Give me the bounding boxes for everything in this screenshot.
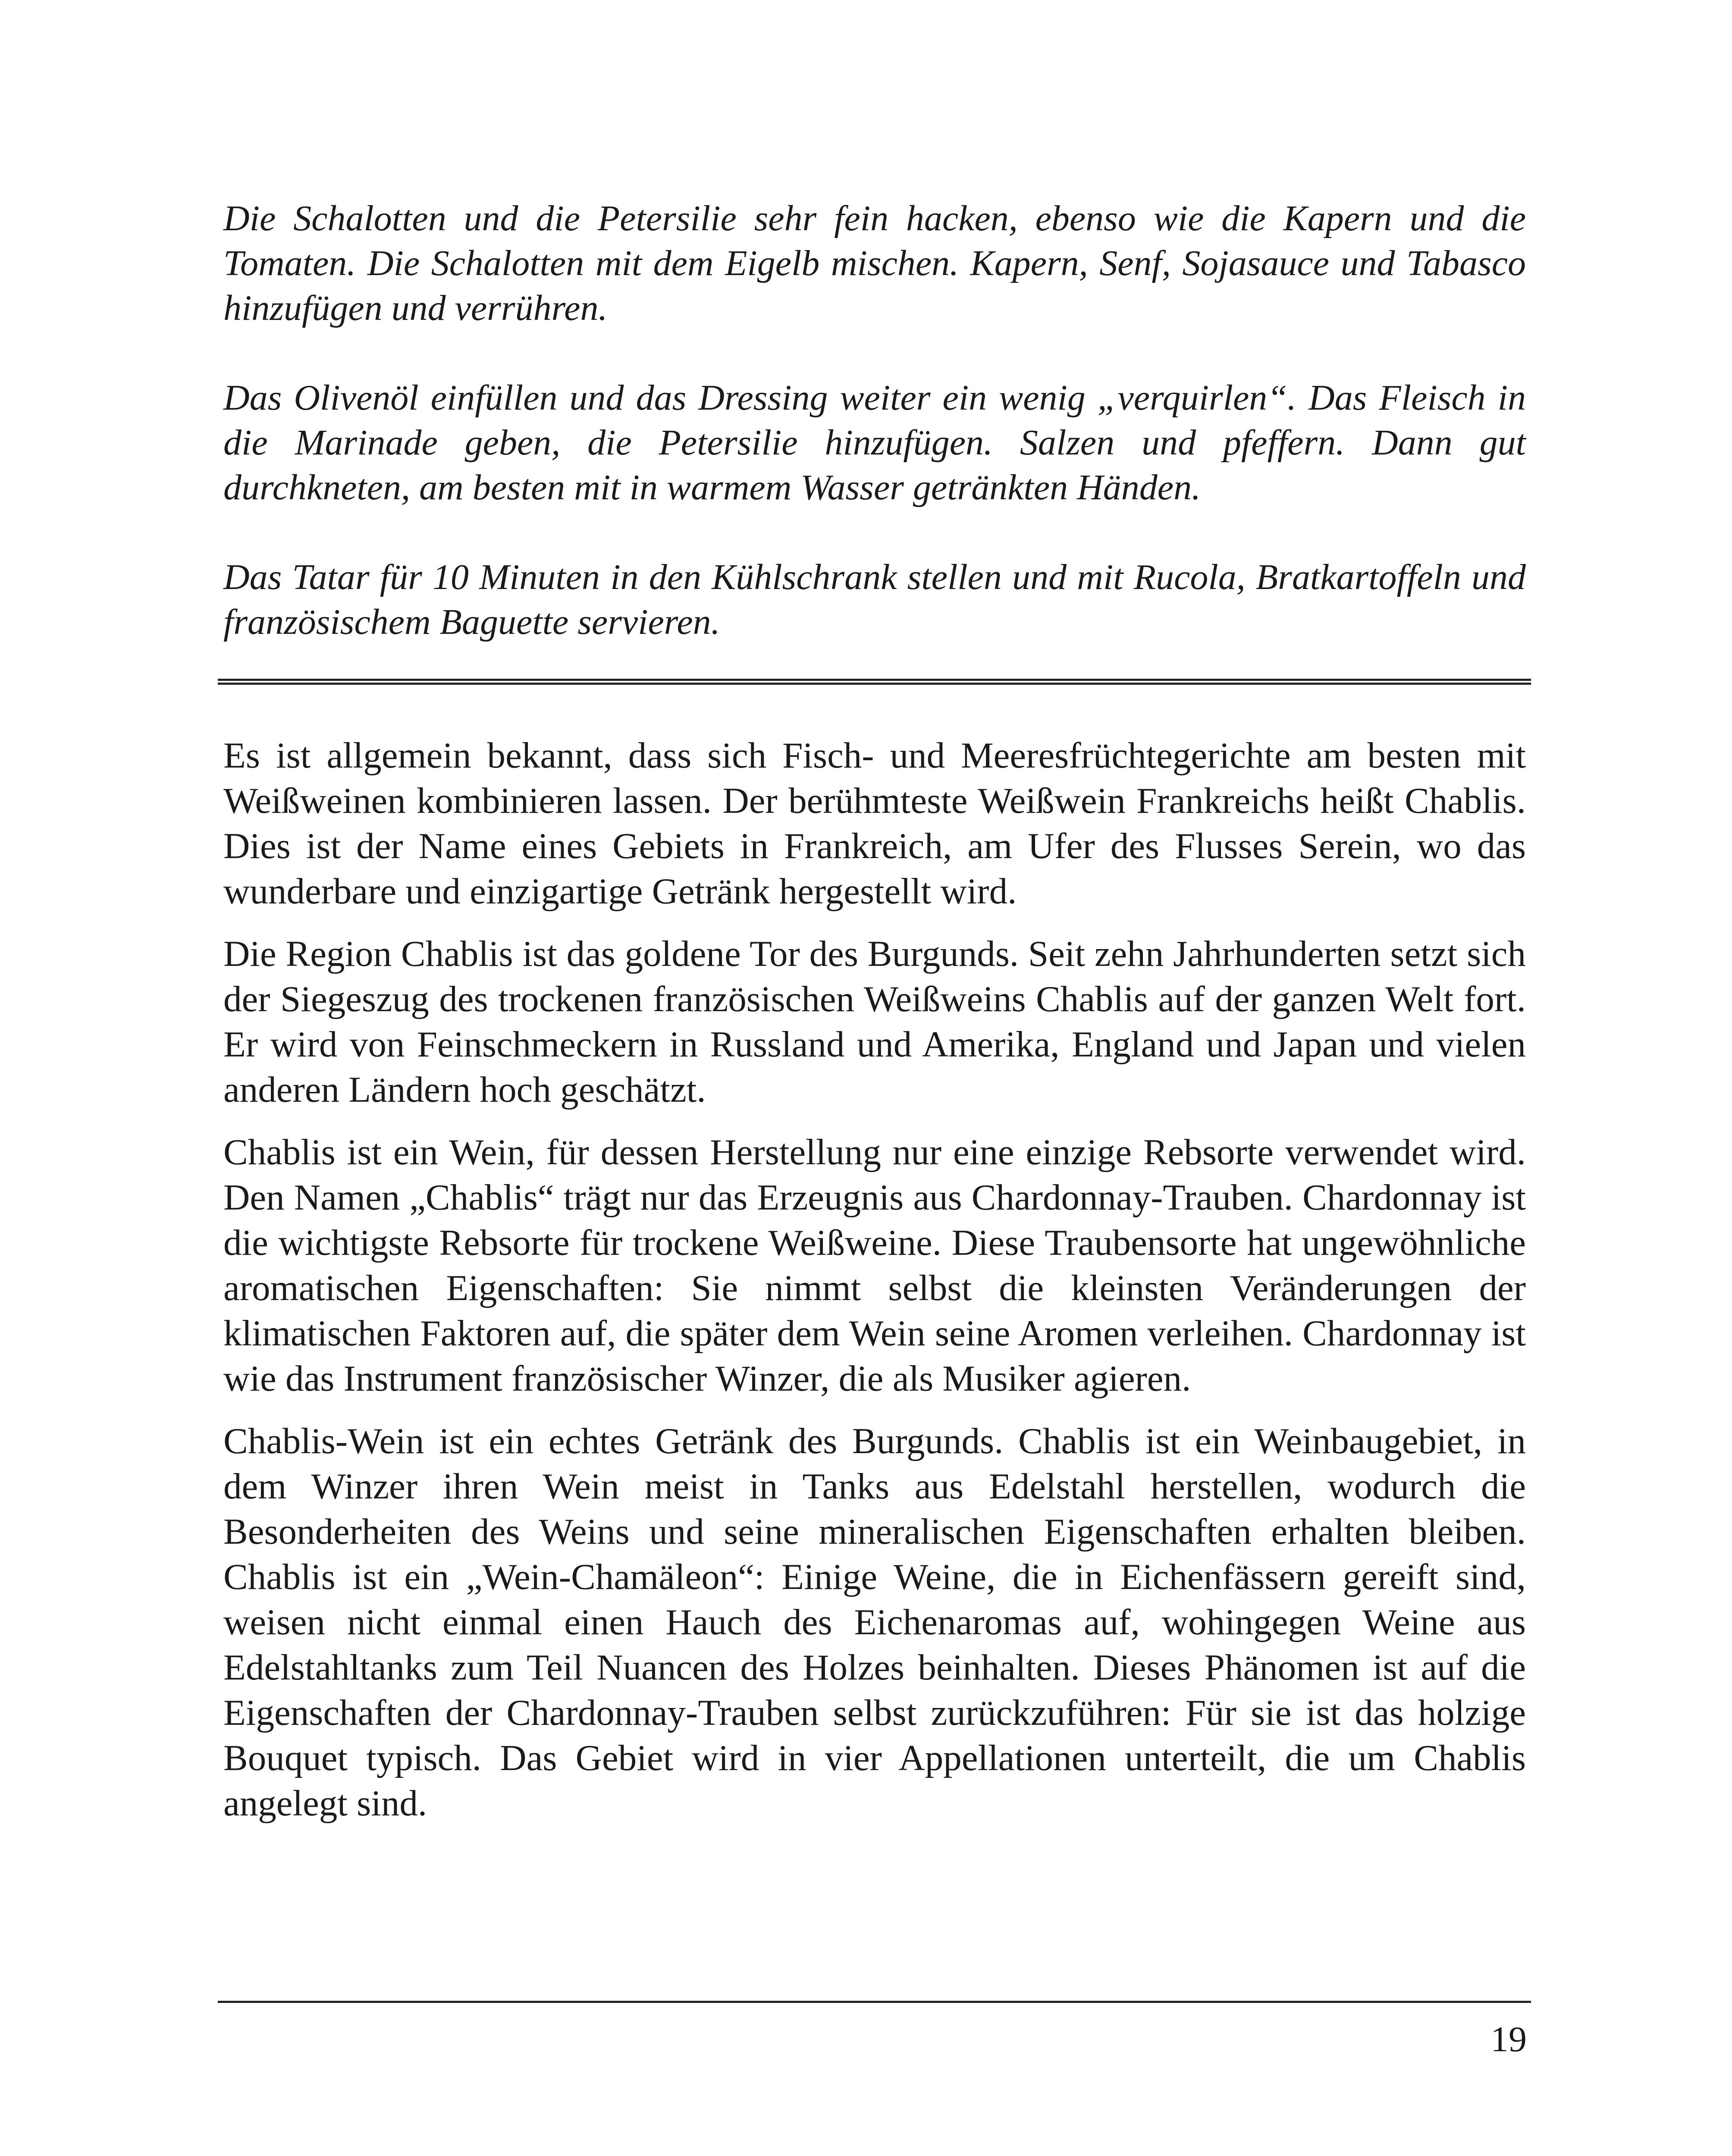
recipe-paragraph: Das Olivenöl einfüllen und das Dressing weiter ein wenig „verquirlen“. Das Fleisch in die Marinade geben, die Petersilie hinzufügen. Salzen und pfeffern. Dann gut durchkneten, am besten mit in warmem Wasser getränkten Händen. [223,378,1526,508]
section-divider [218,679,1531,685]
recipe-paragraph: Das Tatar für 10 Minuten in den Kühlschrank stellen und mit Rucola, Bratkartoffeln und französischem Baguette servieren. [223,557,1526,642]
article-paragraph: Die Region Chablis ist das goldene Tor des Burgunds. Seit zehn Jahrhunderten setzt sich der Siegeszug des trockenen französischen Weißweins Chablis auf der ganzen Welt fort. Er wird von Feinschmeckern in Russland und Amerika, England und Japan und vielen anderen Ländern hoch geschätzt. [223,934,1526,1110]
article-paragraph: Chablis ist ein Wein, für dessen Herstellung nur eine einzige Rebsorte verwendet wird. Den Namen „Chablis“ trägt nur das Erzeugnis aus Chardonnay-Trauben. Chardonnay ist die wichtigste Rebsorte für trockene Weißweine. Diese Traubensorte hat ungewöhnliche aromatischen Eigenschaften: Sie nimmt selbst die kleinsten Veränderungen der klimatischen Faktoren auf, die später dem Wein seine Aromen verleihen. Chardonnay ist wie das Instrument französischer Winzer, die als Musiker agieren. [223,1132,1526,1399]
page-number: 19 [1490,2019,1527,2059]
footer-divider [218,2001,1531,2003]
recipe-paragraph: Die Schalotten und die Petersilie sehr fein hacken, ebenso wie die Kapern und die Tomaten. Die Schalotten mit dem Eigelb mischen. Kapern, Senf, Sojasauce und Tabasco hinzufügen und verrühren. [223,198,1526,328]
article-paragraph: Chablis-Wein ist ein echtes Getränk des Burgunds. Chablis ist ein Weinbaugebiet, in dem Winzer ihren Wein meist in Tanks aus Edelstahl herstellen, wodurch die Besonderheiten des Weins und seine mineralischen Eigenschaften erhalten bleiben. Chablis ist ein „Wein-Chamäleon“: Einige Weine, die in Eichenfässern gereift sind, weisen nicht einmal einen Hauch des Eichenaromas auf, wohingegen Weine aus Edelstahltanks zum Teil Nuancen des Holzes beinhalten. Dieses Phänomen ist auf die Eigenschaften der Chardonnay-Trauben selbst zurückzuführen: Für sie ist das holzige Bouquet typisch. Das Gebiet wird in vier Appellationen unterteilt, die um Chablis angelegt sind. [223,1421,1526,1824]
article-body [223,733,1526,1826]
article-paragraph: Es ist allgemein bekannt, dass sich Fisch- und Meeresfrüchtegerichte am besten mit Weißweinen kombinieren lassen. Der berühmteste Weißwein Frankreichs heißt Chablis. Dies ist der Name eines Gebiets in Frankreich, am Ufer des Flusses Serein, wo das wunderbare und einzigartige Getränk hergestellt wird. [223,735,1526,912]
recipe-instructions [223,196,1526,645]
